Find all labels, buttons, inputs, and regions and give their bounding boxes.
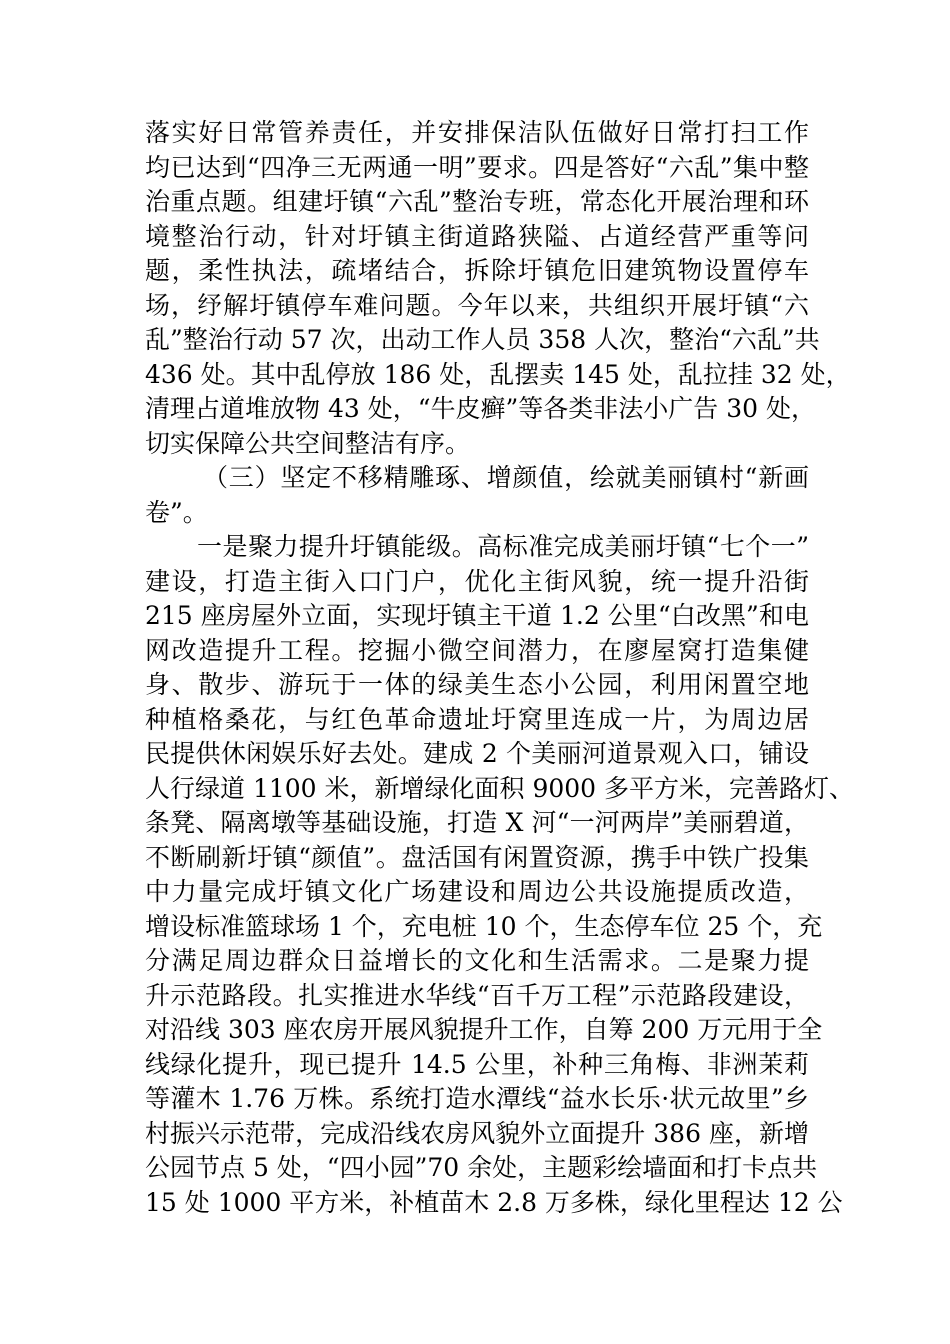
text-line: 条凳、隔离墩等基础设施，打造 X 河“一河两岸”美丽碧道， (145, 808, 809, 837)
text-line: 乱”整治行动 57 次，出动工作人员 358 人次，整治“六乱”共 (145, 325, 820, 354)
text-line: 建设，打造主街入口门户，优化主街风貌，统一提升沿街 (145, 566, 809, 596)
text-line: 分满足周边群众日益增长的文化和生活需求。二是聚力提 (145, 946, 809, 975)
text-line: 15 处 1000 平方米，补植苗木 2.8 万多株，绿化里程达 12 公 (145, 1187, 843, 1217)
text-line: 215 座房屋外立面，实现圩镇主干道 1.2 公里“白改黑”和电 (145, 601, 809, 630)
text-line: 一是聚力提升圩镇能级。高标准完成美丽圩镇“七个一” (197, 532, 809, 561)
text-line: 网改造提升工程。挖掘小微空间潜力，在廖屋窝打造集健 (145, 635, 809, 665)
text-line: 不断刷新圩镇“颜值”。盘活国有闲置资源，携手中铁广投集 (145, 842, 809, 872)
text-line: 身、散步、游玩于一体的绿美生态小公园，利用闲置空地 (145, 670, 809, 699)
text-line: 治重点题。组建圩镇“六乱”整治专班，常态化开展治理和环 (145, 187, 809, 216)
text-line: 场，纾解圩镇停车难问题。今年以来，共组织开展圩镇“六 (145, 290, 809, 320)
text-line: 题，柔性执法，疏堵结合，拆除圩镇危旧建筑物设置停车 (145, 256, 809, 285)
section-heading: （三）坚定不移精雕琢、增颜值，绘就美丽镇村“新画 (203, 463, 809, 492)
text-line: 公园节点 5 处，“四小园”70 余处，主题彩绘墙面和打卡点共 (145, 1153, 818, 1182)
document-body (145, 116, 855, 1220)
text-line: 对沿线 303 座农房开展风貌提升工作，自筹 200 万元用于全 (145, 1015, 823, 1044)
text-line: 切实保障公共空间整洁有序。 (145, 428, 471, 458)
text-line: 境整治行动，针对圩镇主街道路狭隘、占道经营严重等问 (145, 221, 809, 251)
text-line: 民提供休闲娱乐好去处。建成 2 个美丽河道景观入口，铺设 (145, 739, 809, 768)
text-line: 种植格桑花，与红色革命遗址圩窝里连成一片，为周边居 (145, 704, 809, 734)
text-line: 均已达到“四净三无两通一明”要求。四是答好“六乱”集中整 (145, 152, 809, 182)
text-line: 增设标准篮球场 1 个，充电桩 10 个，生态停车位 25 个，充 (145, 911, 823, 941)
text-line: 清理占道堆放物 43 处，“牛皮癣”等各类非法小广告 30 处， (145, 394, 816, 423)
text-line: 436 处。其中乱停放 186 处，乱摆卖 145 处，乱拉挂 32 处， (145, 359, 851, 389)
text-line: 等灌木 1.76 万株。系统打造水潭线“益水长乐·状元故里”乡 (145, 1084, 809, 1113)
text-line: 中力量完成圩镇文化广场建设和周边公共设施提质改造， (145, 877, 809, 906)
text-line: 升示范路段。扎实推进水华线“百千万工程”示范路段建设， (145, 980, 809, 1010)
text-line: 落实好日常管养责任，并安排保洁队伍做好日常打扫工作 (145, 118, 809, 147)
text-line: 线绿化提升，现已提升 14.5 公里，补种三角梅、非洲茉莉 (145, 1049, 809, 1079)
text-line: 村振兴示范带，完成沿线农房风貌外立面提升 386 座，新增 (145, 1118, 809, 1148)
text-line: 人行绿道 1100 米，新增绿化面积 9000 多平方米，完善路灯、 (145, 773, 855, 803)
section-heading-continued: 卷”。 (145, 497, 208, 527)
